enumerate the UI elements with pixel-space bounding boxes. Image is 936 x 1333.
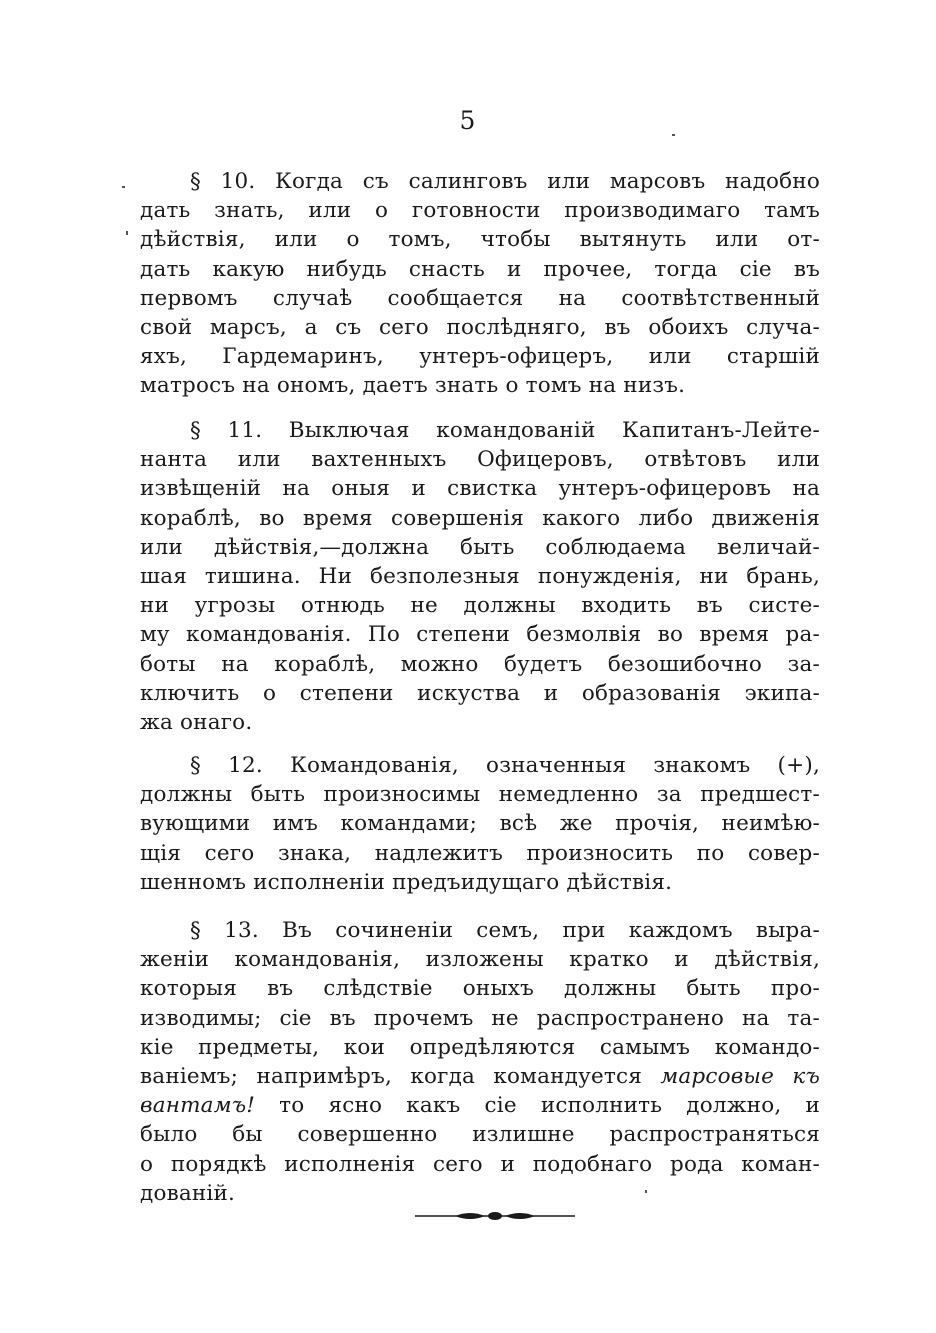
text-line: шенномъ исполненіи предъидущаго дѣйствія. (140, 869, 673, 895)
ornament-leaf-left (455, 1213, 485, 1219)
paragraph-11 (140, 416, 820, 737)
text-line: было бы совершенно излишне распространяться (140, 1122, 820, 1148)
text-segment: ваніемъ; напримѣръ, когда командуется (140, 1064, 661, 1090)
text-line: му командованія. По степени безмолвія во время ра- (140, 622, 820, 648)
text-line: ни угрозы отнюдь не должны входить въ систе- (140, 593, 820, 619)
text-line: кораблѣ, во время совершенія какого либо движенія (140, 505, 820, 531)
scan-speck (126, 231, 128, 235)
text-line: вующими имъ командами; всѣ же прочія, неимѣю- (140, 811, 820, 837)
text-line: матросъ на ономъ, даетъ знать о томъ на низъ. (140, 373, 686, 399)
text-line: изводимы; сіе въ прочемъ не распространено на та- (140, 1005, 820, 1031)
text-line: должны быть произносимы немедленно за предшест- (140, 782, 820, 808)
text-line: жа онаго. (140, 710, 253, 736)
scan-speck (122, 186, 125, 188)
text-line: § 12. Командованія, означенныя знакомъ (+), (190, 753, 820, 778)
paragraph-12 (140, 751, 820, 897)
page-number: 5 (459, 106, 477, 135)
text-line: извѣщеній на оныя и свистка унтеръ-офицеровъ на (140, 476, 820, 502)
text-line: шая тишина. Ни безполезныя понужденія, ни брань, (140, 564, 820, 590)
text-line: дованій. (140, 1180, 236, 1206)
ornament-center-bead (488, 1212, 502, 1220)
italic-phrase: марсовые къ (660, 1064, 820, 1090)
text-line: кіе предметы, кои опредѣляются самымъ командо- (140, 1034, 820, 1060)
text-line: § 10. Когда съ салинговъ или марсовъ надобно (190, 169, 820, 194)
text-line: дать знать, или о готовности производимаго тамъ (140, 198, 820, 224)
text-line: первомъ случаѣ сообщается на соотвѣтственный (140, 285, 820, 311)
text-line: нанта или вахтенныхъ Офицеровъ, отвѣтовъ или (140, 447, 820, 473)
text-line: боты на кораблѣ, можно будетъ безошибочно за- (140, 651, 820, 677)
text-line: свой марсъ, а съ сего послѣдняго, въ обоихъ случа- (140, 315, 820, 341)
text-line: дать какую нибудь снасть и прочее, тогда сіе въ (140, 256, 820, 282)
text-segment: то ясно какъ сіе исполнить должно, и (255, 1093, 820, 1119)
paragraph-10 (140, 167, 820, 401)
text-line (140, 1062, 820, 1091)
text-line: которыя въ слѣдствіе оныхъ должны быть про- (140, 976, 820, 1002)
text-line: женіи командованія, изложены кратко и дѣйствія, (140, 947, 820, 973)
text-line (140, 1091, 820, 1120)
text-line: или дѣйствія,—должна быть соблюдаема величай- (140, 534, 820, 560)
scan-speck (645, 1190, 647, 1193)
scan-speck (672, 134, 675, 136)
text-line: щія сего знака, надлежитъ произносить по совер- (140, 840, 820, 866)
text-line: § 13. Въ сочиненіи семъ, при каждомъ выра- (190, 918, 820, 943)
text-line: ключить о степени искуства и образованія экипа- (140, 680, 820, 706)
text-line: о порядкѣ исполненія сего и подобнаго рода коман- (140, 1151, 820, 1177)
end-ornament (415, 1206, 575, 1226)
ornament-leaf-right (505, 1213, 535, 1219)
paragraph-13 (140, 916, 820, 1208)
text-line: § 11. Выключая командованій Капитанъ-Лейте- (190, 418, 820, 443)
italic-phrase: вантамъ! (140, 1093, 256, 1119)
text-line: дѣйствія, или о томъ, чтобы вытянуть или от- (140, 227, 820, 253)
text-line: яхъ, Гардемаринъ, унтеръ-офицеръ, или старшій (140, 344, 820, 370)
